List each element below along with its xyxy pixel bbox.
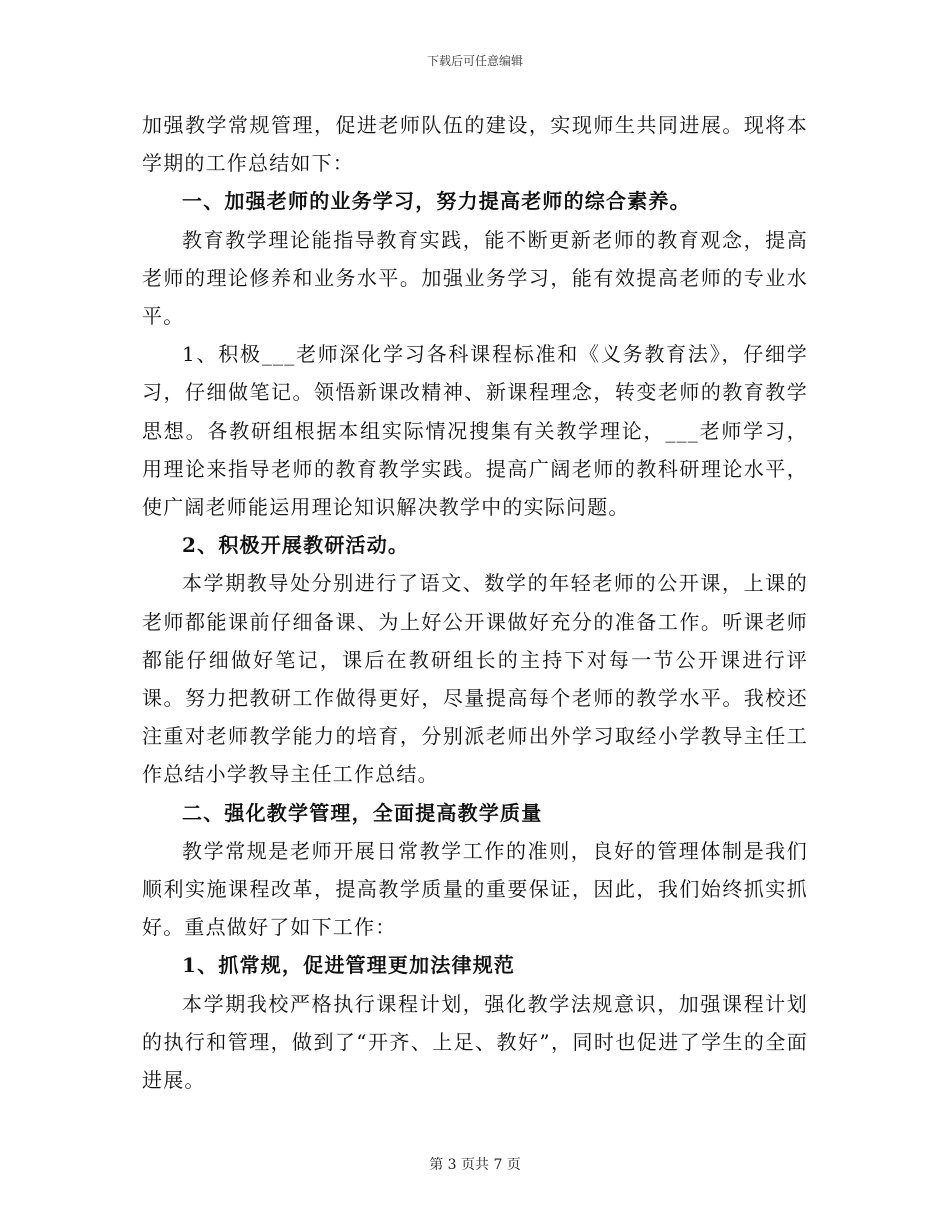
paragraph-theory: 教育教学理论能指导教育实践，能不断更新老师的教育观念，提高老师的理论修养和业务水平。加强业务学习，能有效提高老师的专业水平。 [142,227,808,329]
paragraph-study: 1、积极___老师深化学习各科课程标准和《义务教育法》，仔细学习，仔细做笔记。领悟新课改精神、新课程理念，转变老师的教育教学思想。各教研组根据本组实际情况搜集有关教学理论，___老师学习，用理论来指导老师的教育教学实践。提高广阔老师的教科研理论水平，使广阔老师能运用理论知识解决教学中的实际问题。 [142,342,808,520]
paragraph-intro: 加强教学常规管理，促进老师队伍的建设，实现师生共同进展。现将本学期的工作总结如下： [142,113,808,176]
subsection-heading-regulation: 1、抓常规，促进管理更加法律规范 [182,953,516,978]
document-body [142,106,808,1099]
section-heading-2: 二、强化教学管理，全面提高教学质量 [182,800,543,825]
paragraph-routine: 教学常规是老师开展日常教学工作的准则，良好的管理体制是我们顺利实施课程改革，提高教学质量的重要保证，因此，我们始终抓实抓好。重点做好了如下工作： [142,838,808,940]
page-header: 下载后可任意编辑 [426,54,523,68]
section-heading-1: 一、加强老师的业务学习，努力提高老师的综合素养。 [182,189,691,214]
subsection-heading-research: 2、积极开展教研活动。 [182,533,410,558]
page-number: 第 3 页共 7 页 [429,1157,521,1173]
paragraph-curriculum: 本学期我校严格执行课程计划，强化教学法规意识，加强课程计划的执行和管理，做到了“开齐、上足、教好”，同时也促进了学生的全面进展。 [142,991,808,1093]
paragraph-open-class: 本学期教导处分别进行了语文、数学的年轻老师的公开课，上课的老师都能课前仔细备课、为上好公开课做好充分的准备工作。听课老师都能仔细做好笔记，课后在教研组长的主持下对每一节公开课进行评课。努力把教研工作做得更好，尽量提高每个老师的教学水平。我校还注重对老师教学能力的培育，分别派老师出外学习取经小学教导主任工作总结小学教导主任工作总结。 [142,571,808,787]
